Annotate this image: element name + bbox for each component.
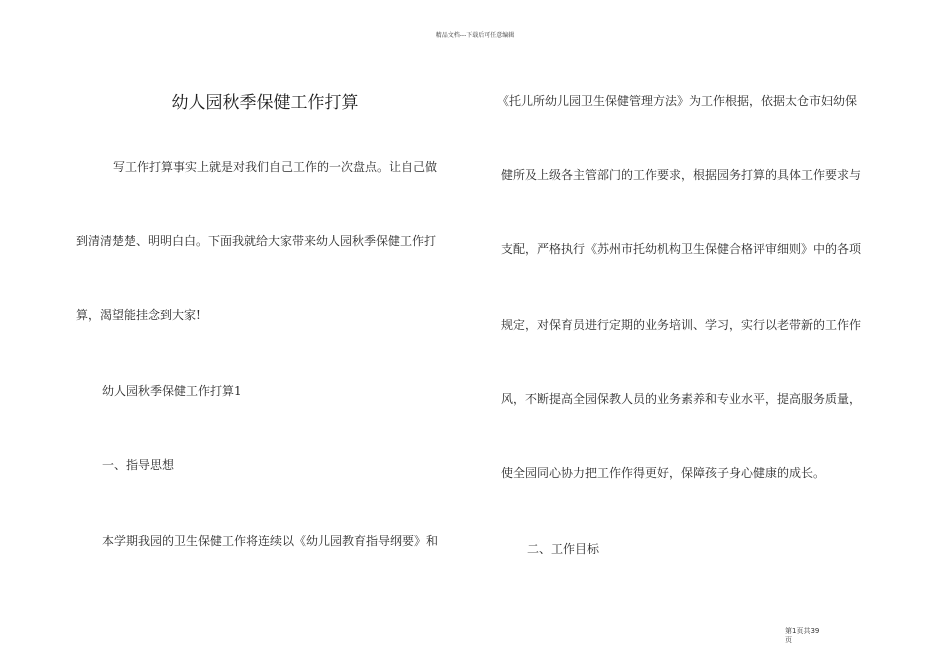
paragraph-line: 本学期我园的卫生保健工作将连续以《幼儿园教育指导纲要》和 [102, 534, 439, 548]
section-heading: 一、指导思想 [102, 458, 175, 472]
paragraph-line: 支配，严格执行《苏州市托幼机构卫生保健合格评审细则》中的各项 [501, 242, 862, 256]
paragraph-line: 《托儿所幼儿园卫生保健管理方法》为工作根据，依据太仓市妇幼保 [497, 94, 858, 108]
section-heading: 幼人园秋季保健工作打算1 [102, 384, 242, 398]
paragraph-line: 健所及上级各主管部门的工作要求，根据园务打算的具体工作要求与 [501, 168, 862, 182]
paragraph-line: 规定，对保育员进行定期的业务培训、学习，实行以老带新的工作作 [501, 318, 862, 332]
paragraph-line: 风，不断提高全园保教人员的业务素养和专业水平，提高服务质量， [501, 392, 862, 406]
section-heading: 二、工作目标 [527, 542, 600, 556]
page-header: 精品文档---下载后可任意编辑 [435, 32, 515, 39]
document-title: 幼人园秋季保健工作打算 [171, 93, 359, 113]
paragraph-line: 算，渴望能挂念到大家! [76, 308, 201, 322]
paragraph-line: 使全园同心协力把工作作得更好，保障孩子身心健康的成长。 [501, 466, 826, 480]
page-number: 第1页共39页 [785, 627, 820, 644]
paragraph-line: 到清清楚楚、明明白白。下面我就给大家带来幼人园秋季保健工作打 [76, 234, 437, 248]
paragraph-line: 写工作打算事实上就是对我们自己工作的一次盘点。让自己做 [113, 160, 438, 174]
